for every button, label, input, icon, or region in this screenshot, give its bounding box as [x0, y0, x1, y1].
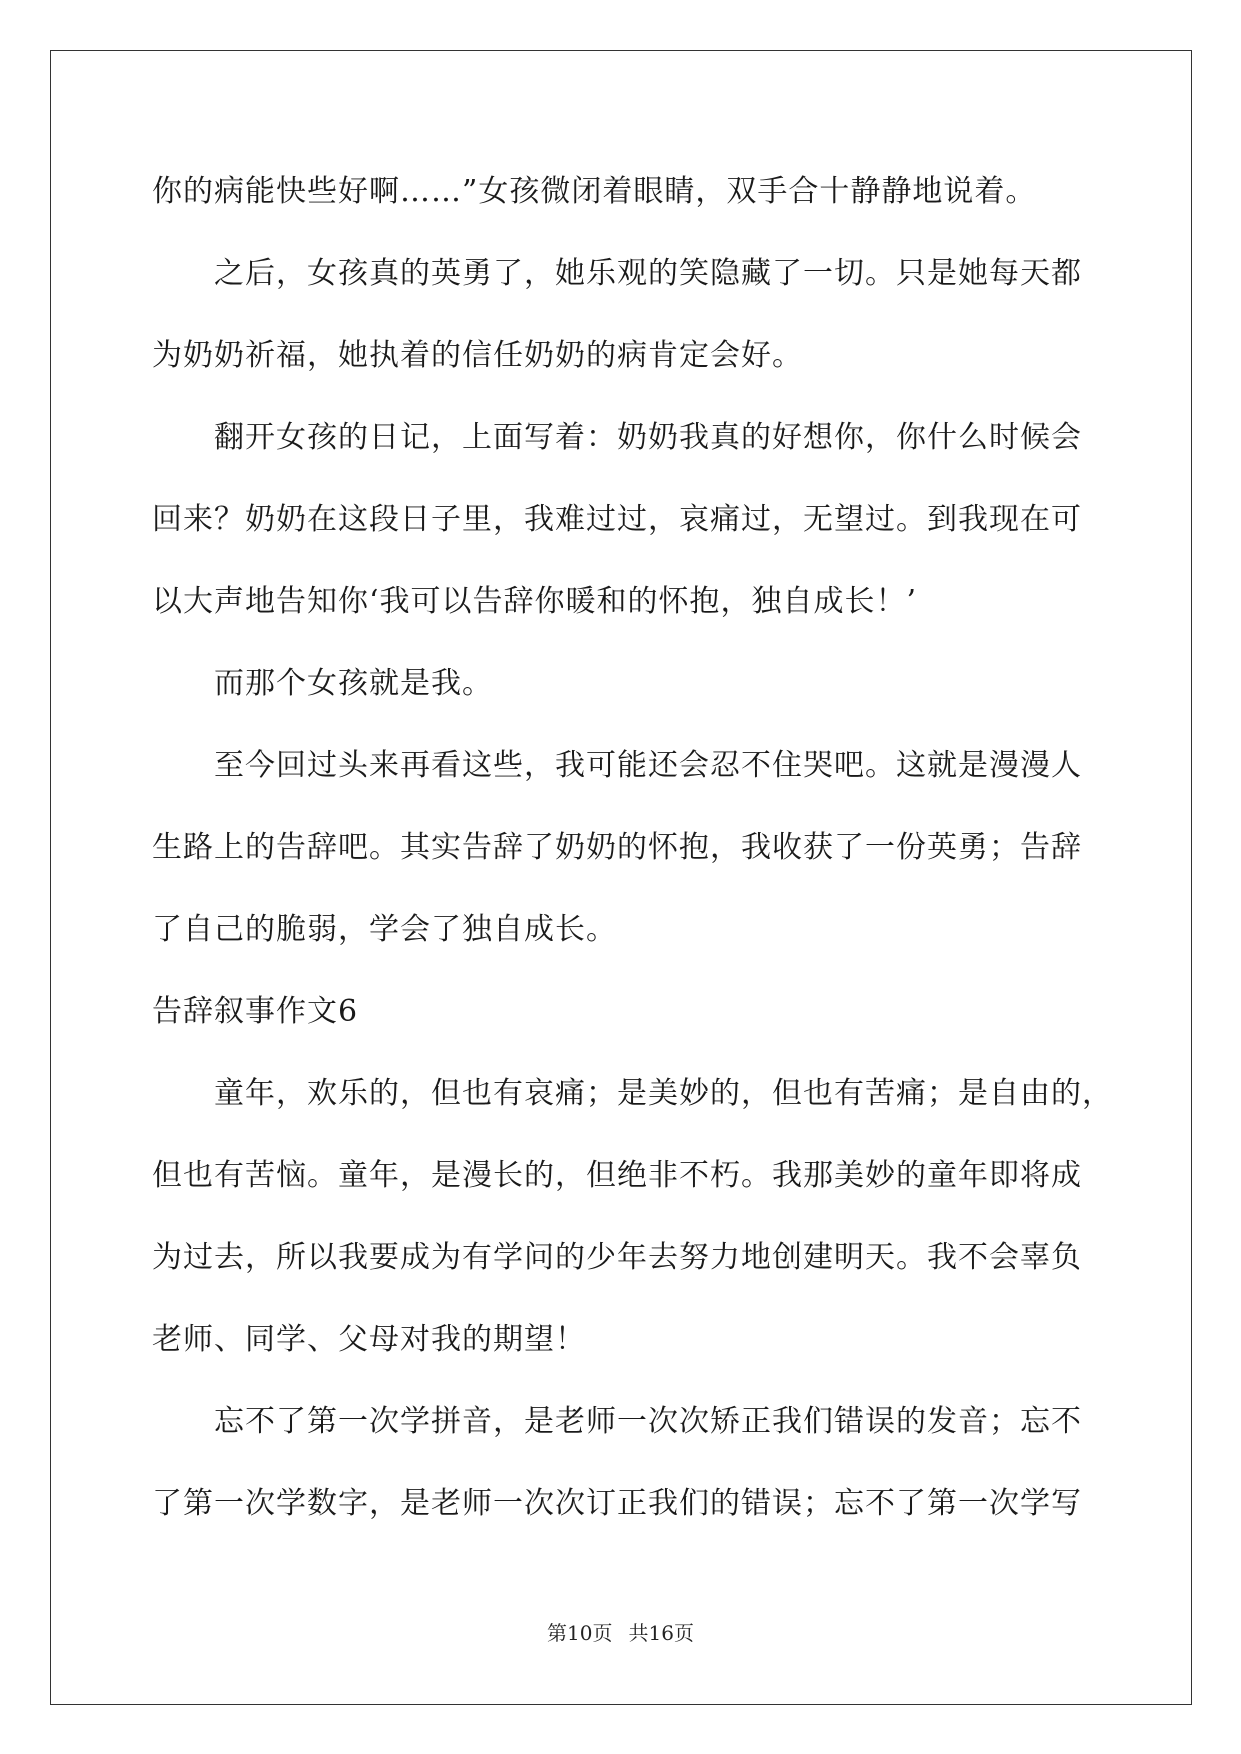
- text-line: 回来？奶奶在这段日子里，我难过过，哀痛过，无望过。到我现在可: [152, 502, 1082, 537]
- paragraph-start: 翻开女孩的日记，上面写着：奶奶我真的好想你，你什么时候会: [214, 420, 1082, 455]
- text-line: 以大声地告知你‘我可以告辞你暖和的怀抱，独自成长！’: [152, 584, 918, 619]
- page-footer: [0, 1617, 1241, 1646]
- text-line: 为过去，所以我要成为有学问的少年去努力地创建明天。我不会辜负: [152, 1240, 1082, 1275]
- text-line: 为奶奶祈福，她执着的信任奶奶的病肯定会好。: [152, 338, 803, 373]
- paragraph-start: 至今回过头来再看这些，我可能还会忍不住哭吧。这就是漫漫人: [214, 748, 1082, 783]
- text-line: 了自己的脆弱，学会了独自成长。: [152, 912, 617, 947]
- paragraph-start: 而那个女孩就是我。: [214, 666, 493, 701]
- text-line: 老师、同学、父母对我的期望！: [152, 1322, 586, 1357]
- paragraph-start: 忘不了第一次学拼音，是老师一次次矫正我们错误的发音；忘不: [214, 1404, 1082, 1439]
- paragraph-start: 之后，女孩真的英勇了，她乐观的笑隐藏了一切。只是她每天都: [214, 256, 1082, 291]
- text-line: 你的病能快些好啊……”女孩微闭着眼睛，双手合十静静地说着。: [152, 174, 1037, 209]
- text-line: 了第一次学数字，是老师一次次订正我们的错误；忘不了第一次学写: [152, 1486, 1082, 1521]
- page-number-current: 第10页: [547, 1621, 613, 1645]
- text-line: 生路上的告辞吧。其实告辞了奶奶的怀抱，我收获了一份英勇；告辞: [152, 830, 1082, 865]
- page-number-total: 共16页: [628, 1621, 694, 1645]
- document-body: [152, 140, 1112, 1534]
- text-line: 但也有苦恼。童年，是漫长的，但绝非不朽。我那美妙的童年即将成: [152, 1158, 1082, 1193]
- section-heading: 告辞叙事作文6: [152, 994, 359, 1029]
- paragraph-start: 童年，欢乐的，但也有哀痛；是美妙的，但也有苦痛；是自由的，: [214, 1076, 1113, 1111]
